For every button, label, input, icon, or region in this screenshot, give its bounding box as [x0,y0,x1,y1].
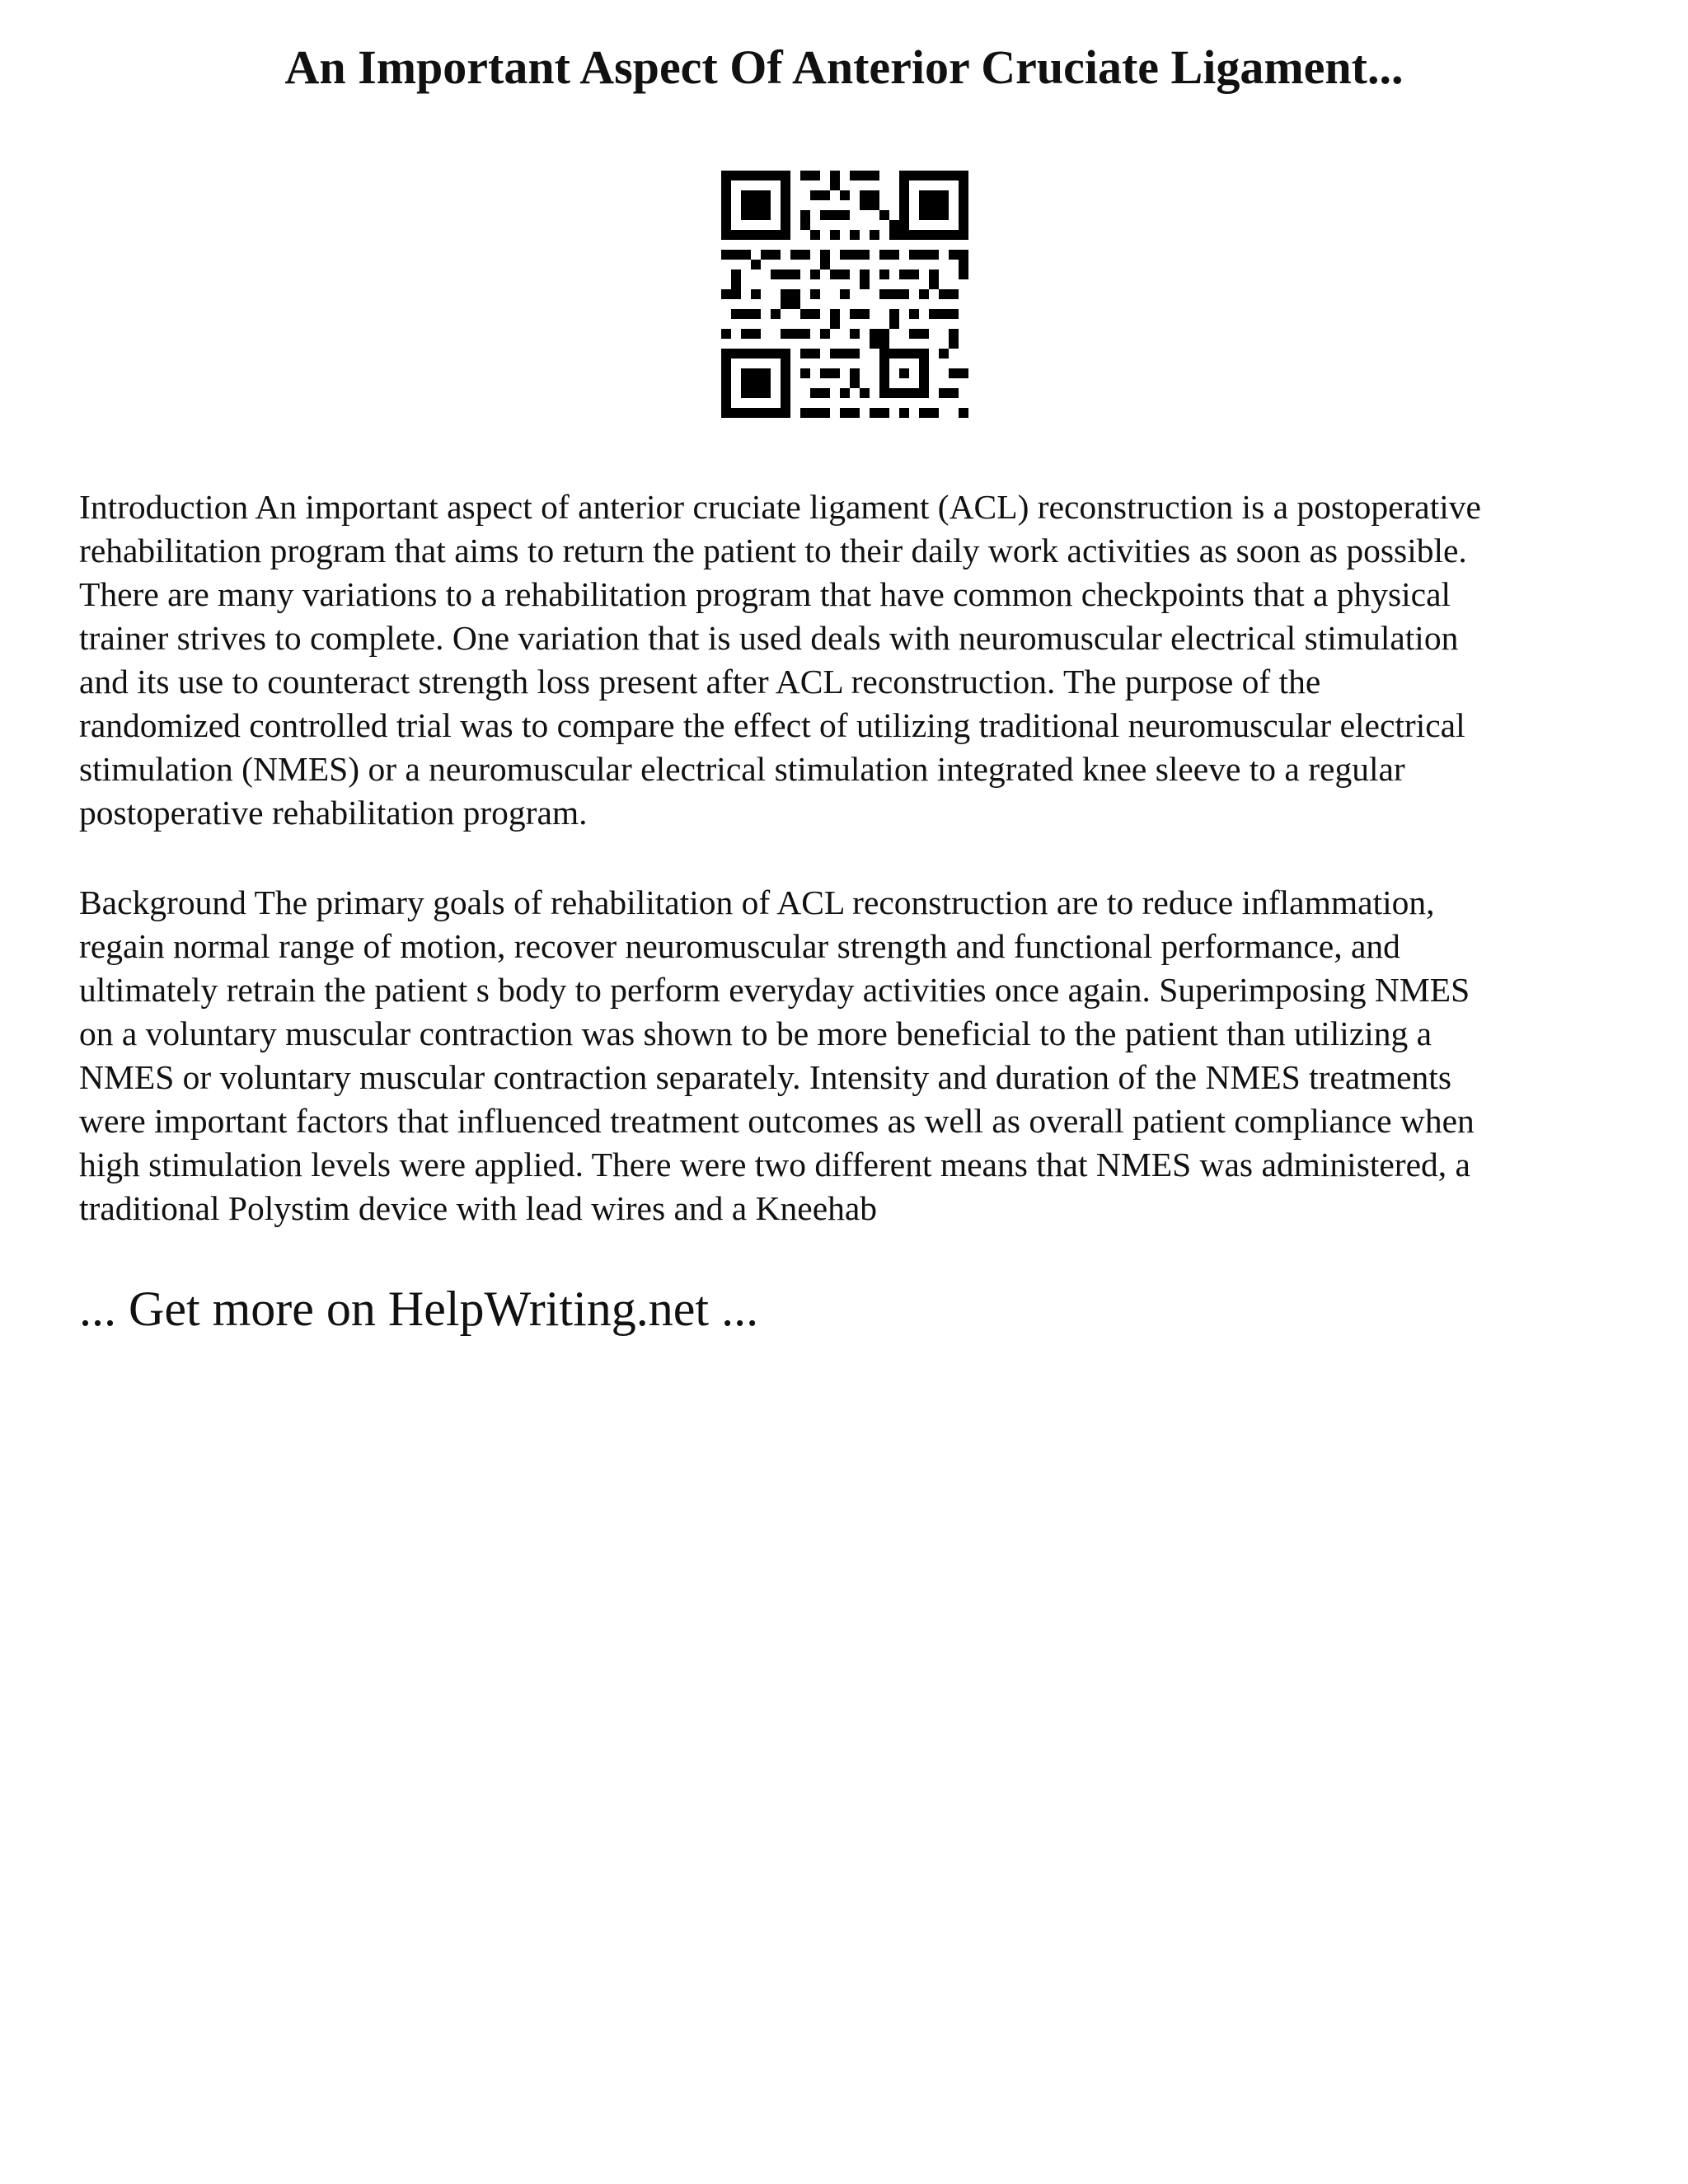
paragraph-line: regain normal range of motion, recover neuromuscular strength and functional performance, and [79,927,1400,965]
paragraph-line: stimulation (NMES) or a neuromuscular electrical stimulation integrated knee sleeve to a regular [79,750,1405,788]
paragraph-line: rehabilitation program that aims to return the patient to their daily work activities as soon as possible. [79,532,1467,569]
paragraph-line: and its use to counteract strength loss present after ACL reconstruction. The purpose of the [79,663,1321,701]
paragraph-line: randomized controlled trial was to compare the effect of utilizing traditional neuromuscular electrical [79,706,1465,744]
qr-code-graphic [721,171,968,418]
paragraph-line: traditional Polystim device with lead wires and a Kneehab [79,1189,878,1227]
paragraph-line: were important factors that influenced treatment outcomes as well as overall patient compliance when [79,1102,1475,1140]
paragraph-line: There are many variations to a rehabilitation program that have common checkpoints that a physical [79,575,1451,613]
qr-code-icon [721,171,968,418]
paragraph-line: NMES or voluntary muscular contraction separately. Intensity and duration of the NMES treatments [79,1058,1451,1096]
document-title: An Important Aspect Of Anterior Cruciate Ligament... [284,40,1404,94]
paragraph-line: on a voluntary muscular contraction was shown to be more beneficial to the patient than utilizing a [79,1015,1432,1052]
paragraph-line: trainer strives to complete. One variation that is used deals with neuromuscular electrical stimulation [79,619,1459,657]
introduction-paragraph [79,485,1612,835]
paragraph-line: postoperative rehabilitation program. [79,794,588,832]
background-paragraph [79,881,1612,1230]
paragraph-line: Background The primary goals of rehabilitation of ACL reconstruction are to reduce inflammation, [79,883,1435,921]
get-more-link[interactable]: ... Get more on HelpWriting.net ... [79,1282,759,1336]
paragraph-line: high stimulation levels were applied. There were two different means that NMES was administered, a [79,1146,1470,1183]
paragraph-line: ultimately retrain the patient s body to perform everyday activities once again. Superimposing NMES [79,971,1470,1009]
paragraph-line: Introduction An important aspect of anterior cruciate ligament (ACL) reconstruction is a postoperative [79,488,1481,526]
